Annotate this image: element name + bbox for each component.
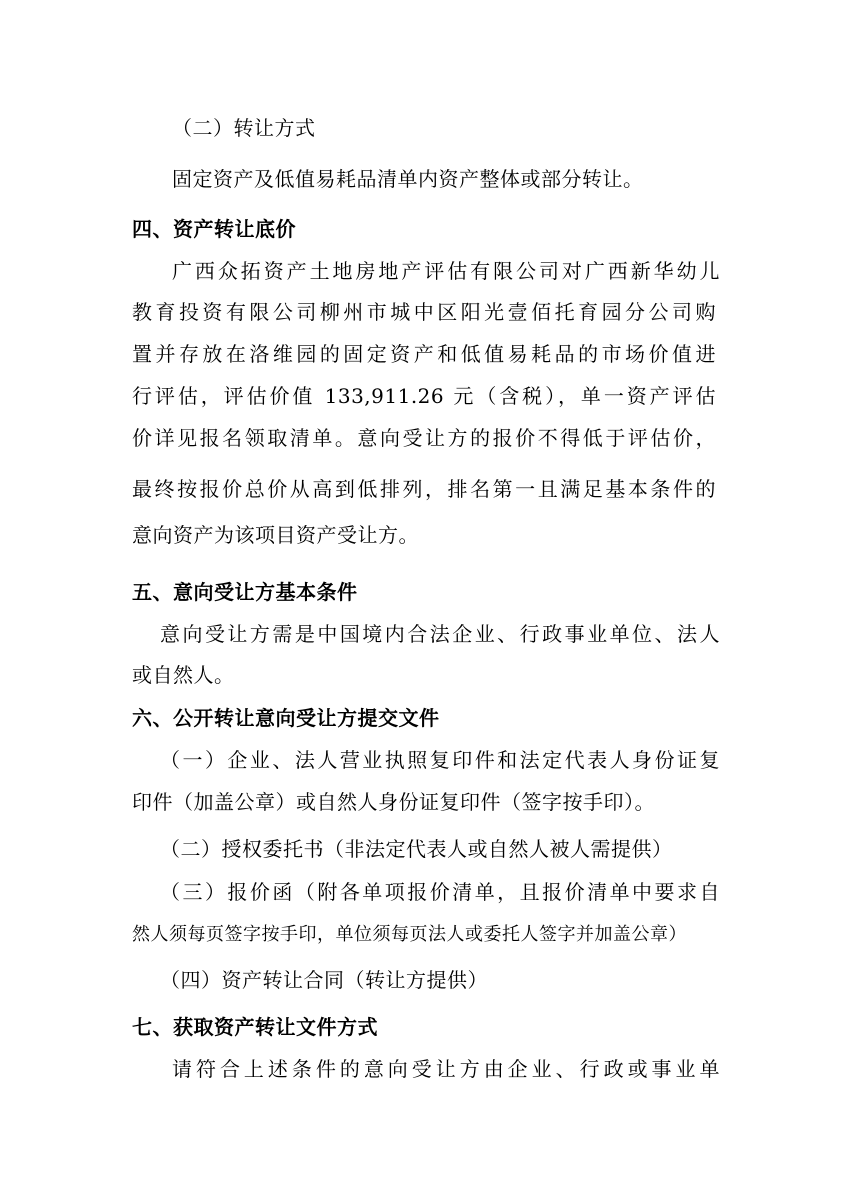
section-5-line-2: 或自然人。 xyxy=(132,663,235,687)
section-6-heading: 六、公开转让意向受让方提交文件 xyxy=(132,706,440,730)
section-4-line-7: 意向资产为该项目资产受让方。 xyxy=(132,523,419,547)
section-6-item-1-line-2: 印件（加盖公章）或自然人身份证复印件（签字按手印）。 xyxy=(132,790,655,814)
section-5-line-1: 意向受让方需是中国境内合法企业、行政事业单位、法人 xyxy=(160,622,720,646)
section-4-line-1: 广西众拓资产土地房地产评估有限公司对广西新华幼儿 xyxy=(172,259,720,283)
section-6-item-2: （二）授权委托书（非法定代表人或自然人被人需提供） xyxy=(160,837,673,861)
subsection-transfer-method: （二）转让方式 xyxy=(172,116,316,140)
section-4-line-6: 最终按报价总价从高到低排列，排名第一且满足基本条件的 xyxy=(132,477,716,501)
section-4-heading: 四、资产转让底价 xyxy=(132,217,296,241)
section-5-heading: 五、意向受让方基本条件 xyxy=(132,580,358,604)
section-6-item-1-line-1: （一）企业、法人营业执照复印件和法定代表人身份证复 xyxy=(160,748,720,772)
section-4-line-2: 教育投资有限公司柳州市城中区阳光壹佰托育园分公司购 xyxy=(132,300,716,324)
section-6-item-3-line-1: （三）报价函（附各单项报价清单，且报价清单中要求自 xyxy=(160,880,720,904)
section-7-line-1: 请符合上述条件的意向受让方由企业、行政或事业单 xyxy=(172,1057,720,1081)
section-4-line-4: 行评估，评估价值 133,911.26 元（含税），单一资产评估 xyxy=(132,384,716,408)
section-4-line-5: 价详见报名领取清单。意向受让方的报价不得低于评估价， xyxy=(132,426,716,450)
transfer-method-text: 固定资产及低值易耗品清单内资产整体或部分转让。 xyxy=(172,167,644,191)
section-6-item-4: （四）资产转让合同（转让方提供） xyxy=(160,968,488,992)
section-6-item-3-line-2: 然人须每页签字按手印，单位须每页法人或委托人签字并加盖公章） xyxy=(132,924,687,945)
section-4-line-3: 置并存放在洛维园的固定资产和低值易耗品的市场价值进 xyxy=(132,342,716,366)
section-7-heading: 七、获取资产转让文件方式 xyxy=(132,1015,378,1039)
